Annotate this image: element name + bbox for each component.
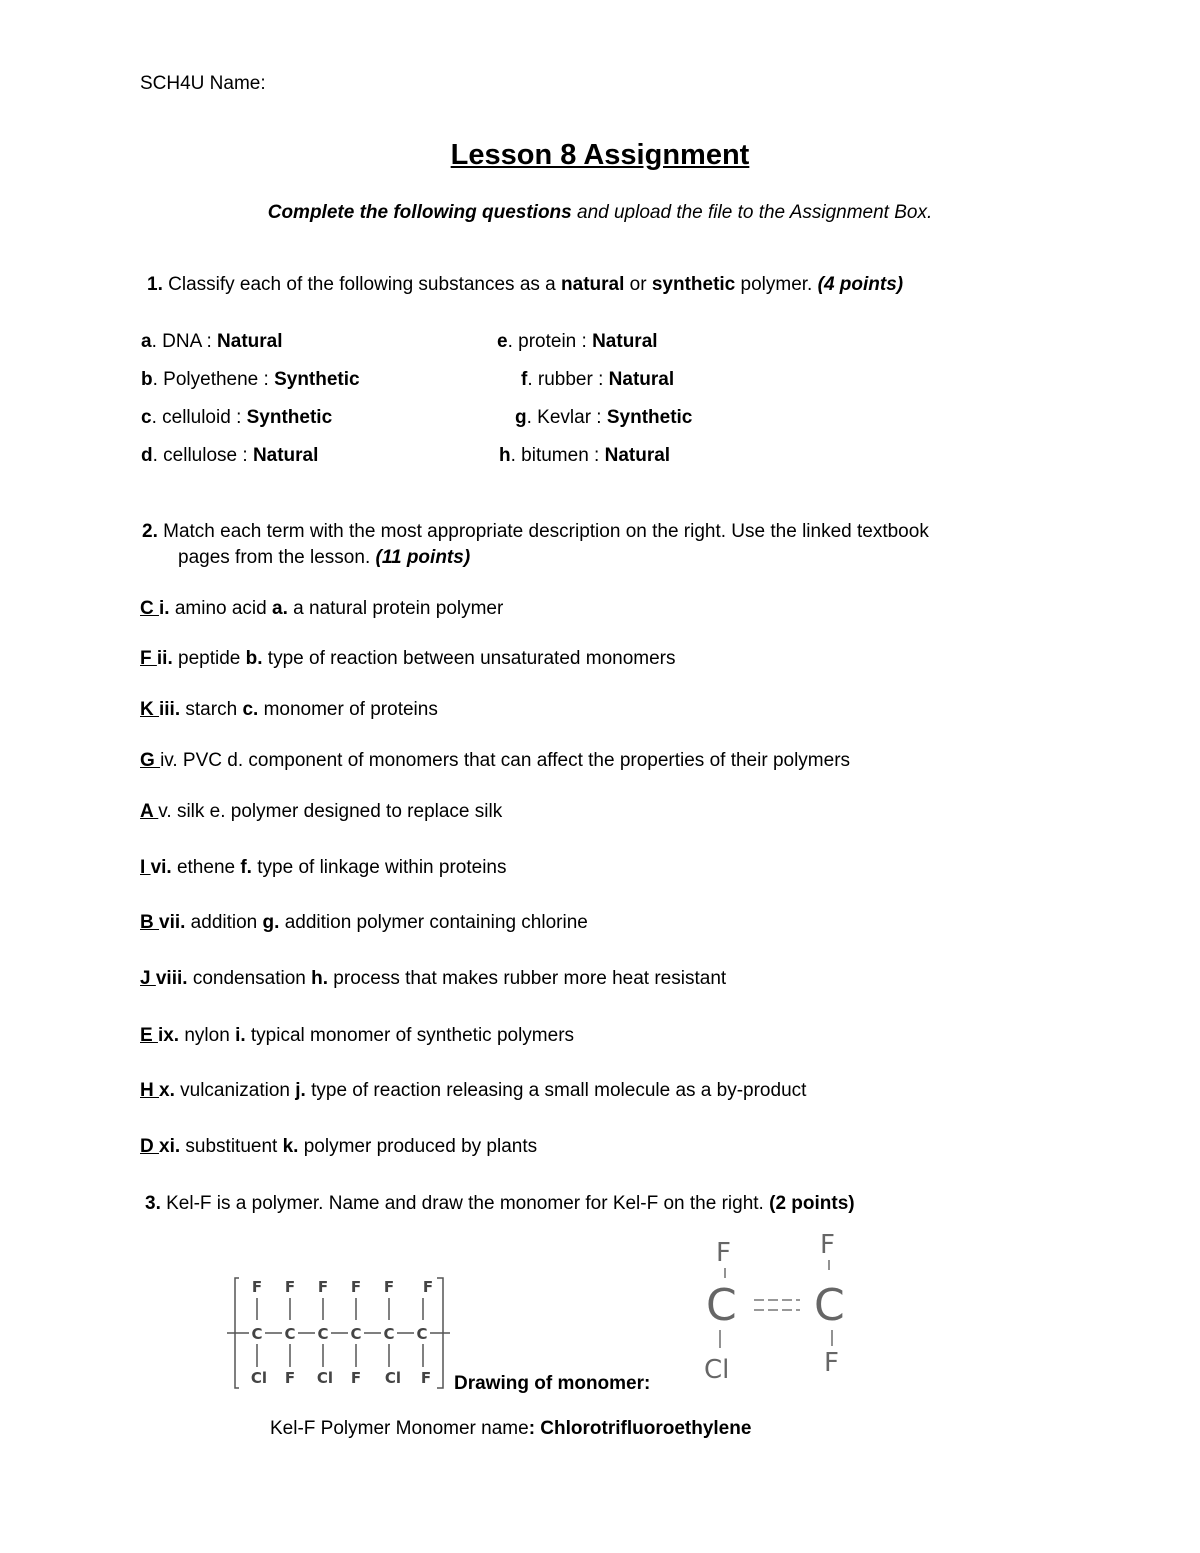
poly-top-atom-3: F: [317, 1278, 329, 1296]
q2-item-i: C i. amino acid a. a natural protein polymer: [140, 598, 504, 619]
q2-item-xi: D xi. substituent k. polymer produced by plants: [140, 1136, 538, 1157]
monomer-sketch: [690, 1228, 865, 1388]
sketch-right-carbon: C: [814, 1280, 845, 1331]
poly-chain-atom-5: C: [383, 1325, 395, 1343]
poly-bottom-atom-3: Cl: [316, 1369, 334, 1387]
q1-item-e: e. protein : Natural: [497, 331, 658, 352]
poly-chain-atom-6: C: [416, 1325, 428, 1343]
poly-chain-atom-1: C: [251, 1325, 263, 1343]
poly-chain-atom-4: C: [350, 1325, 362, 1343]
q1-item-f: f. rubber : Natural: [521, 369, 675, 390]
q1-item-b: b. Polyethene : Synthetic: [141, 369, 360, 390]
q2-item-ix: E ix. nylon i. typical monomer of synthetic polymers: [140, 1025, 575, 1046]
question-2-prompt-line1: 2. Match each term with the most appropriate description on the right. Use the linked textbook: [142, 521, 929, 542]
page-title: Lesson 8 Assignment: [450, 139, 750, 171]
poly-bottom-atom-2: F: [284, 1369, 296, 1387]
question-3-prompt: 3. Kel-F is a polymer. Name and draw the monomer for Kel-F on the right. (2 points): [145, 1193, 855, 1214]
poly-bottom-atom-4: F: [350, 1369, 362, 1387]
sketch-left-top-atom: F: [716, 1238, 731, 1268]
q1-item-h: h. bitumen : Natural: [499, 445, 671, 466]
sketch-left-carbon: C: [706, 1280, 737, 1331]
poly-bottom-atom-6: F: [420, 1369, 432, 1387]
instructions: Complete the following questions and upload the file to the Assignment Box.: [267, 202, 933, 223]
poly-bottom-atom-1: Cl: [250, 1369, 268, 1387]
q1-item-a: a. DNA : Natural: [141, 331, 283, 352]
q2-item-vi: I vi. ethene f. type of linkage within proteins: [140, 857, 507, 878]
q2-item-viii: J viii. condensation h. process that makes rubber more heat resistant: [140, 968, 727, 989]
q2-item-v: A v. silk e. polymer designed to replace silk: [140, 801, 503, 822]
poly-top-atom-4: F: [350, 1278, 362, 1296]
q1-item-g: g. Kevlar : Synthetic: [515, 407, 693, 428]
poly-top-atom-2: F: [284, 1278, 296, 1296]
sketch-left-bottom-atom: Cl: [704, 1355, 730, 1385]
poly-chain-atom-3: C: [317, 1325, 329, 1343]
sketch-right-bottom-atom: F: [824, 1348, 839, 1378]
poly-chain-atom-2: C: [284, 1325, 296, 1343]
q2-item-vii: B vii. addition g. addition polymer containing chlorine: [140, 912, 588, 933]
poly-bottom-atom-5: Cl: [384, 1369, 402, 1387]
poly-top-atom-5: F: [383, 1278, 395, 1296]
q2-item-iii: K iii. starch c. monomer of proteins: [140, 699, 438, 720]
q1-item-d: d. cellulose : Natural: [141, 445, 319, 466]
question-1-prompt: 1. Classify each of the following substances as a natural or synthetic polymer. (4 points): [147, 274, 904, 295]
poly-top-atom-1: F: [251, 1278, 263, 1296]
monomer-name-line: Kel-F Polymer Monomer name: Chlorotrifluoroethylene: [270, 1418, 752, 1439]
question-2-prompt-line2: pages from the lesson. (11 points): [178, 547, 471, 568]
q2-item-iv: G iv. PVC d. component of monomers that can affect the properties of their polymers: [140, 750, 851, 771]
poly-top-atom-6: F: [422, 1278, 434, 1296]
course-name-label: SCH4U Name:: [140, 73, 266, 94]
q2-item-ii: F ii. peptide b. type of reaction between unsaturated monomers: [140, 648, 676, 669]
kel-f-polymer-structure: [225, 1270, 455, 1395]
q2-item-x: H x. vulcanization j. type of reaction releasing a small molecule as a by-product: [140, 1080, 807, 1101]
drawing-of-monomer-label: Drawing of monomer:: [454, 1373, 651, 1394]
sketch-right-top-atom: F: [820, 1230, 835, 1260]
q1-item-c: c. celluloid : Synthetic: [141, 407, 333, 428]
